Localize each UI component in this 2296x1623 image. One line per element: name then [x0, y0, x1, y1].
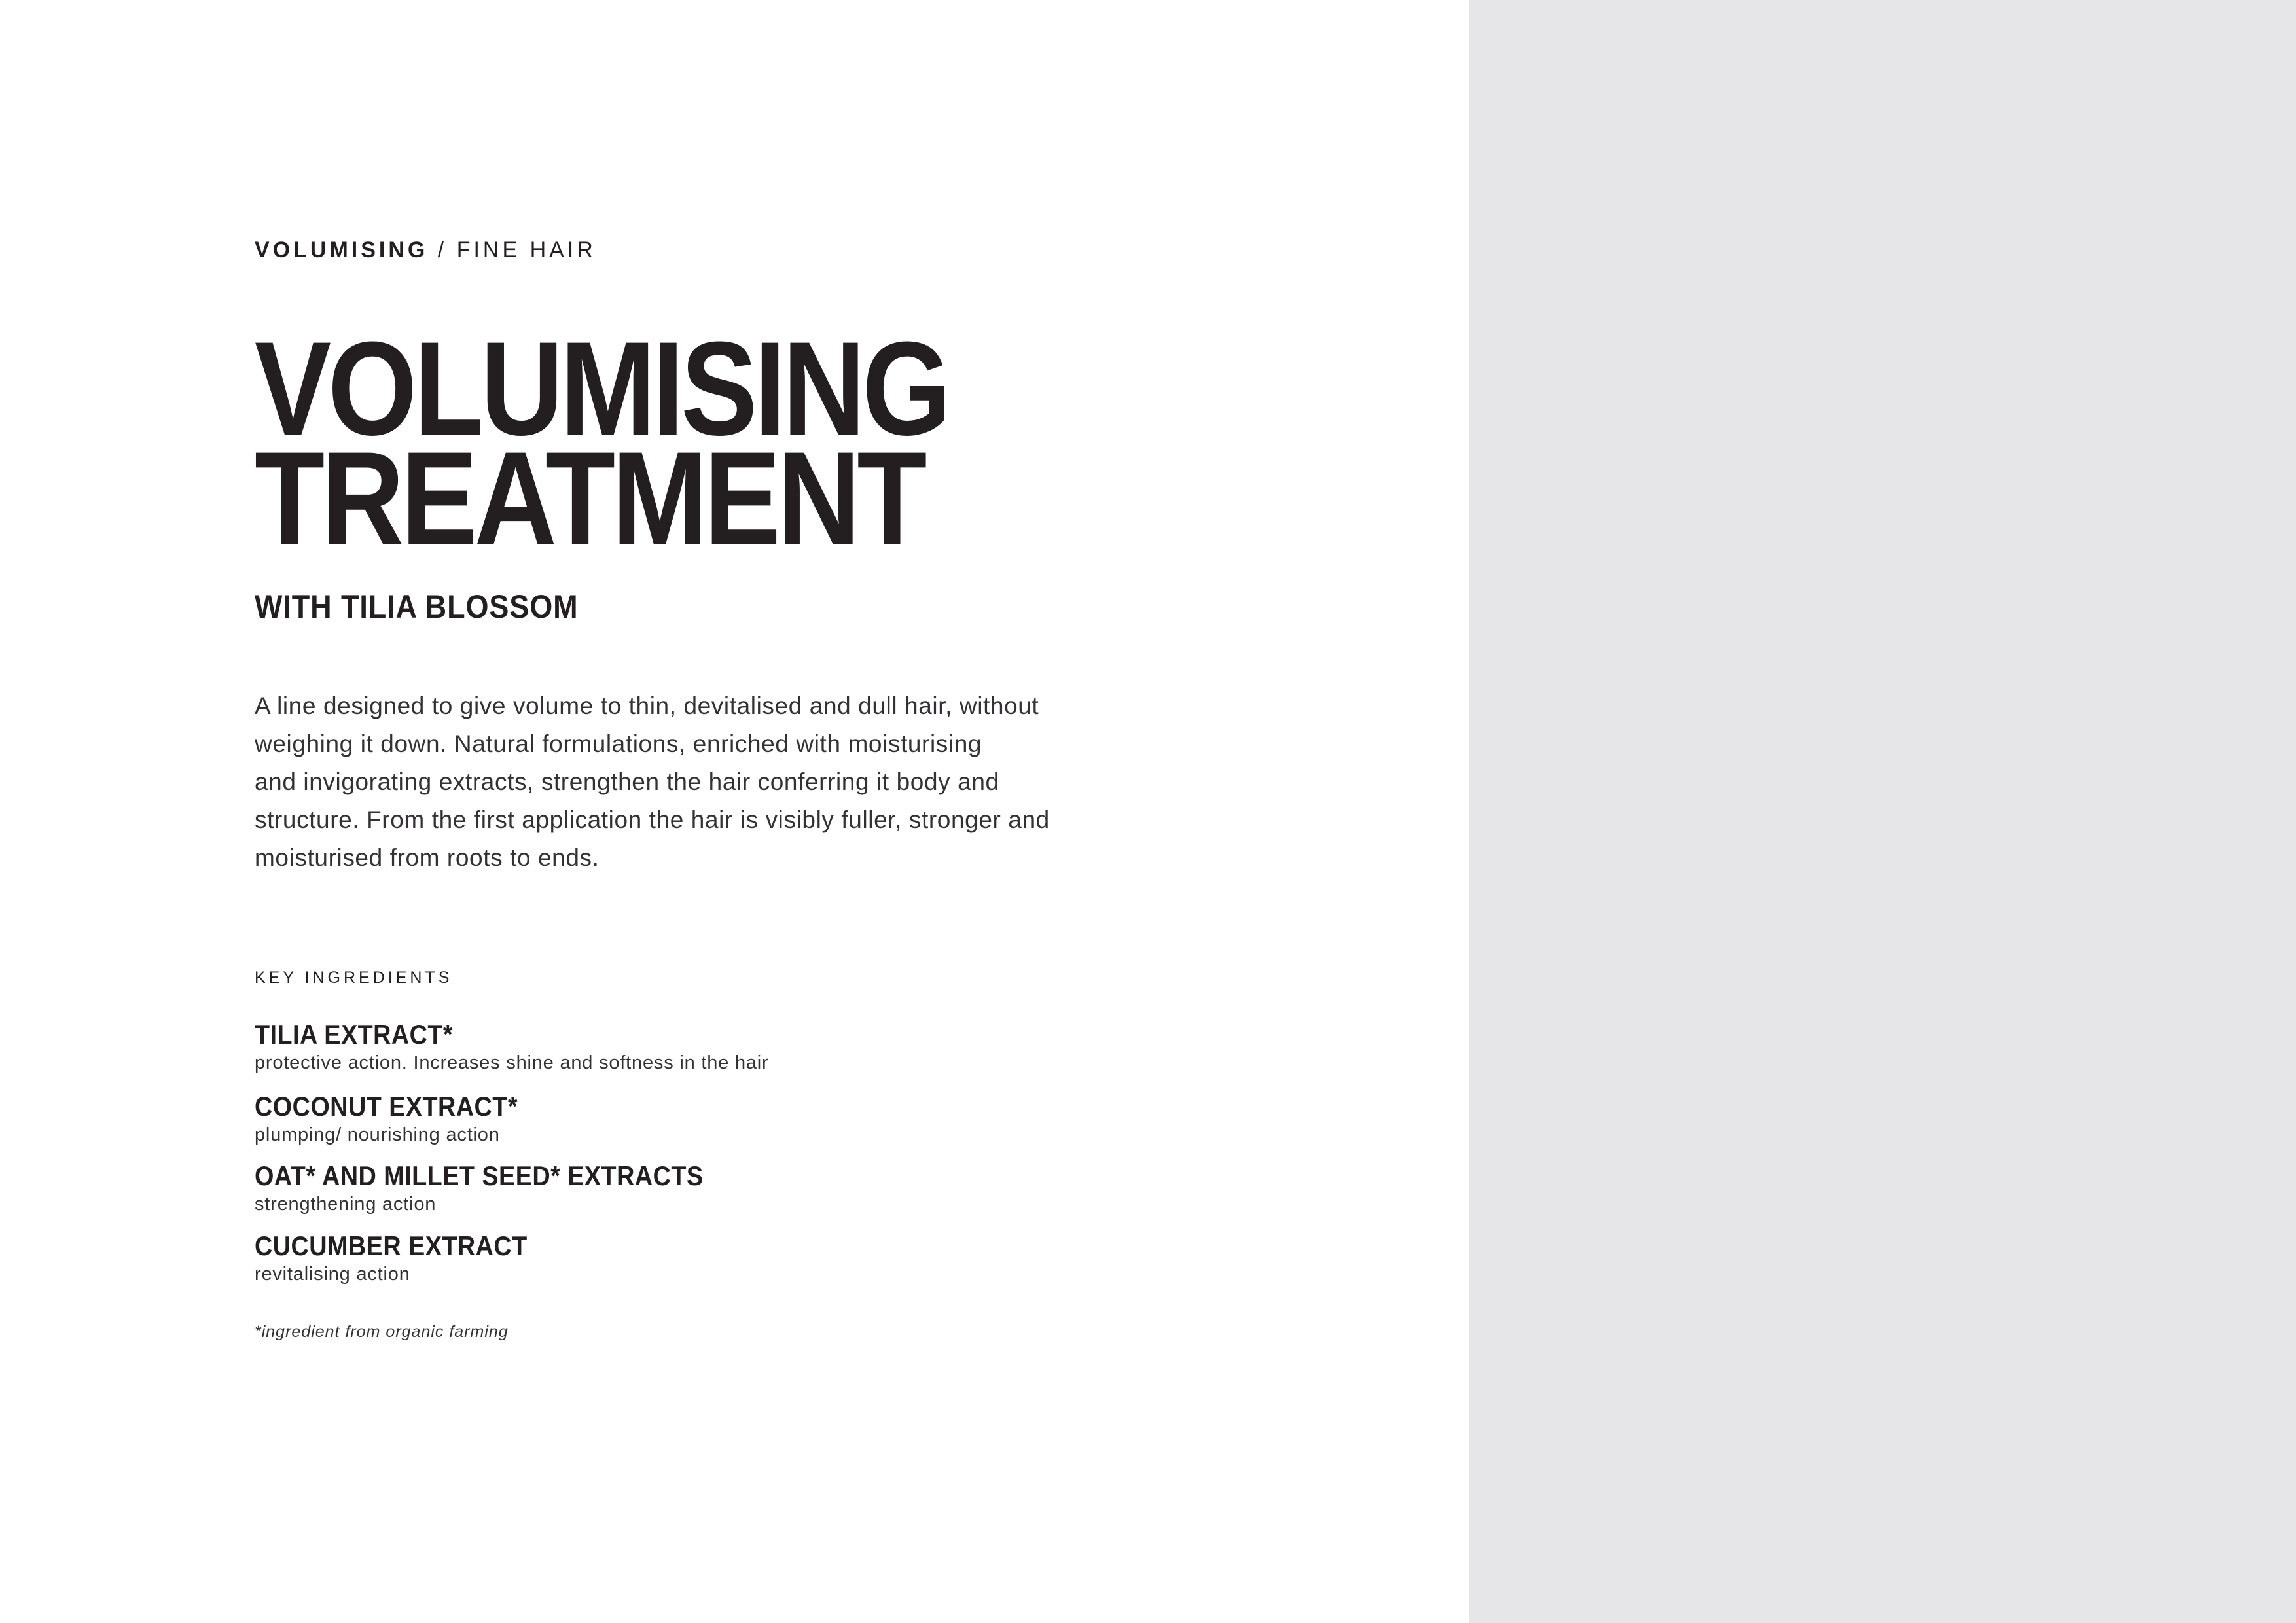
ingredient-item-oat-millet — [255, 1162, 753, 1214]
organic-footnote: *ingredient from organic farming — [255, 1323, 509, 1341]
ingredient-name: CUCUMBER EXTRACT — [255, 1230, 528, 1261]
product-title — [255, 314, 948, 573]
product-title-line-1: VOLUMISING — [255, 314, 948, 463]
breadcrumb-category: VOLUMISING — [255, 238, 429, 262]
product-image-panel — [1469, 0, 2296, 1623]
description-line: moisturised from roots to ends. — [255, 844, 600, 871]
ingredient-item-tilia — [255, 1021, 769, 1073]
description-line: structure. From the first application the hair is visibly fuller, stronger and — [255, 806, 1050, 833]
ingredient-item-coconut — [255, 1093, 547, 1145]
product-title-line-2: TREATMENT — [255, 424, 924, 573]
ingredient-action: plumping/ nourishing action — [255, 1124, 500, 1145]
ingredient-action: protective action. Increases shine and softness in the hair — [255, 1052, 769, 1073]
breadcrumb-separator: / — [428, 238, 457, 262]
product-subtitle: WITH TILIA BLOSSOM — [255, 588, 579, 625]
description-line: weighing it down. Natural formulations, enriched with moisturising — [255, 730, 982, 757]
key-ingredients-heading: KEY INGREDIENTS — [255, 969, 453, 987]
product-description — [255, 687, 1105, 877]
description-line: and invigorating extracts, strengthen the hair conferring it body and — [255, 768, 999, 795]
breadcrumb-subcategory: FINE HAIR — [456, 238, 596, 262]
ingredient-action: strengthening action — [255, 1194, 437, 1215]
description-line: A line designed to give volume to thin, devitalised and dull hair, without — [255, 692, 1039, 719]
ingredient-name: OAT* AND MILLET SEED* EXTRACTS — [255, 1160, 704, 1191]
ingredient-action: revitalising action — [255, 1264, 410, 1285]
ingredient-name: COCONUT EXTRACT* — [255, 1091, 518, 1122]
ingredient-name: TILIA EXTRACT* — [255, 1019, 454, 1050]
ingredient-item-cucumber — [255, 1232, 558, 1284]
breadcrumb — [255, 239, 596, 261]
